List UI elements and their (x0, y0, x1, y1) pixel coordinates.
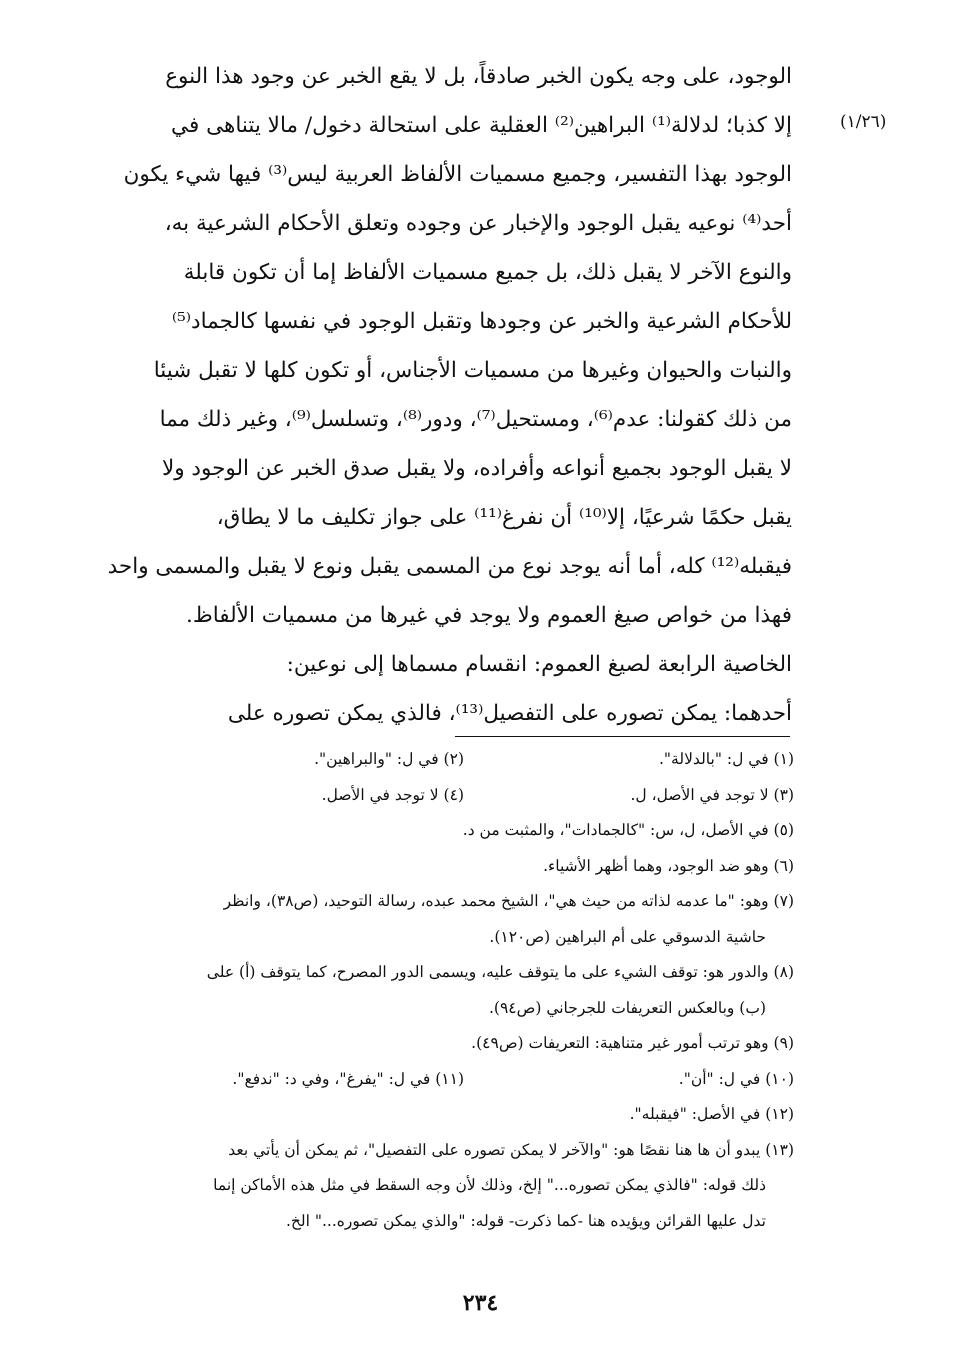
footnote-13-continued: ذلك قوله: "فالذي يمكن تصوره..." إلخ، وذلك لأن وجه السقط في مثل هذه الأماكن إنما (213, 1176, 766, 1194)
body-line: والنوع الآخر لا يقبل ذلك، بل جميع مسميات الألفاظ إما أن تكون قابلة (183, 260, 792, 285)
footnote-row (82, 778, 794, 814)
footnote-11: (١١) في ل: "يفرغ"، وفي د: "ندفع". (232, 1069, 464, 1088)
footnote-1: (١) في ل: "بالدلالة". (659, 750, 794, 768)
body-line: والنبات والحيوان وغيرها من مسميات الأجناس، أو تكون كلها لا تقبل شيئا (153, 358, 792, 383)
footnote-9: (٩) وهو ترتب أمور غير متناهية: التعريفات (ص٤٩). (471, 1034, 794, 1052)
footnote-separator (455, 736, 790, 737)
footnote-2: (٢) في ل: "والبراهين". (314, 750, 464, 768)
body-line: من ذلك كقولنا: عدم⁽⁶⁾، ومستحيل⁽⁷⁾، ودور⁽⁸⁾، وتسلسل⁽⁹⁾، وغير ذلك مما (159, 407, 792, 432)
footnote-row (82, 742, 794, 778)
footnote-row (82, 1062, 794, 1098)
page-number: ٢٣٤ (462, 1290, 499, 1316)
footnote-7: (٧) وهو: "ما عدمه لذاته من حيث هي"، الشيخ محمد عبده، رسالة التوحيد، (ص٣٨)، وانظر (223, 892, 794, 910)
footnote-5: (٥) في الأصل، ل، س: "كالجمادات"، والمثبت من د. (462, 821, 794, 839)
footnote-3: (٣) لا توجد في الأصل، ل. (630, 785, 794, 804)
body-line: لا يقبل الوجود بجميع أنواعه وأفراده، ولا يقبل صدق الخبر عن الوجود ولا (161, 456, 792, 481)
body-line: أحدهما: يمكن تصوره على التفصيل⁽¹³⁾، فالذي يمكن تصوره على (227, 701, 792, 726)
footnote-13-continued: تدل عليها القرائن ويؤيده هنا -كما ذكرت- قوله: "والذي يمكن تصوره..." الخ. (285, 1211, 766, 1230)
body-line: الوجود بهذا التفسير، وجميع مسميات الألفاظ العربية ليس⁽³⁾ فيها شيء يكون (123, 162, 792, 187)
body-line: فيقبله⁽¹²⁾ كله، أما أنه يوجد نوع من المسمى يقبل ونوع لا يقبل والمسمى واحد (107, 554, 792, 579)
body-line: فهذا من خواص صيغ العموم ولا يوجد في غيرها من مسميات الألفاظ. (185, 603, 792, 628)
margin-page-reference: (١/٢٦) (840, 112, 887, 132)
body-line: أحد⁽⁴⁾ نوعيه يقبل الوجود والإخبار عن وجوده وتعلق الأحكام الشرعية به، (164, 211, 792, 236)
footnote-12: (١٢) في الأصل: "فيقبله". (629, 1105, 794, 1123)
body-line: للأحكام الشرعية والخبر عن وجودها وتقبل الوجود في نفسها كالجماد⁽⁵⁾ (171, 309, 792, 334)
footnotes (82, 742, 794, 1239)
body-line: الوجود، على وجه يكون الخبر صادقاً، بل لا يقع الخبر عن وجود هذا النوع (165, 64, 792, 89)
footnote-6: (٦) وهو ضد الوجود، وهما أظهر الأشياء. (543, 856, 794, 875)
footnote-13: (١٣) يبدو أن ها هنا نقصًا هو: "والآخر لا يمكن تصوره على التفصيل"، ثم يمكن أن يأتي بعد (228, 1140, 794, 1159)
footnote-10: (١٠) في ل: "أن". (678, 1069, 794, 1088)
main-text (82, 52, 792, 738)
footnote-8: (٨) والدور هو: توقف الشيء على ما يتوقف عليه، ويسمى الدور المصرح، كما يتوقف (أ) على (206, 963, 794, 981)
footnote-7-continued: حاشية الدسوقي على أم البراهين (ص١٢٠). (489, 927, 766, 946)
footnote-4: (٤) لا توجد في الأصل. (321, 785, 464, 804)
body-line: يقبل حكمًا شرعيًا، إلا⁽¹⁰⁾ أن نفرغ⁽¹¹⁾ على جواز تكليف ما لا يطاق، (216, 505, 792, 530)
body-line: إلا كذبا؛ لدلالة⁽¹⁾ البراهين⁽²⁾ العقلية على استحالة دخول/ مالا يتناهى في (171, 113, 792, 138)
footnote-8-continued: (ب) وبالعكس التعريفات للجرجاني (ص٩٤). (488, 998, 766, 1017)
section-heading: الخاصية الرابعة لصيغ العموم: انقسام مسماها إلى نوعين: (286, 652, 792, 677)
